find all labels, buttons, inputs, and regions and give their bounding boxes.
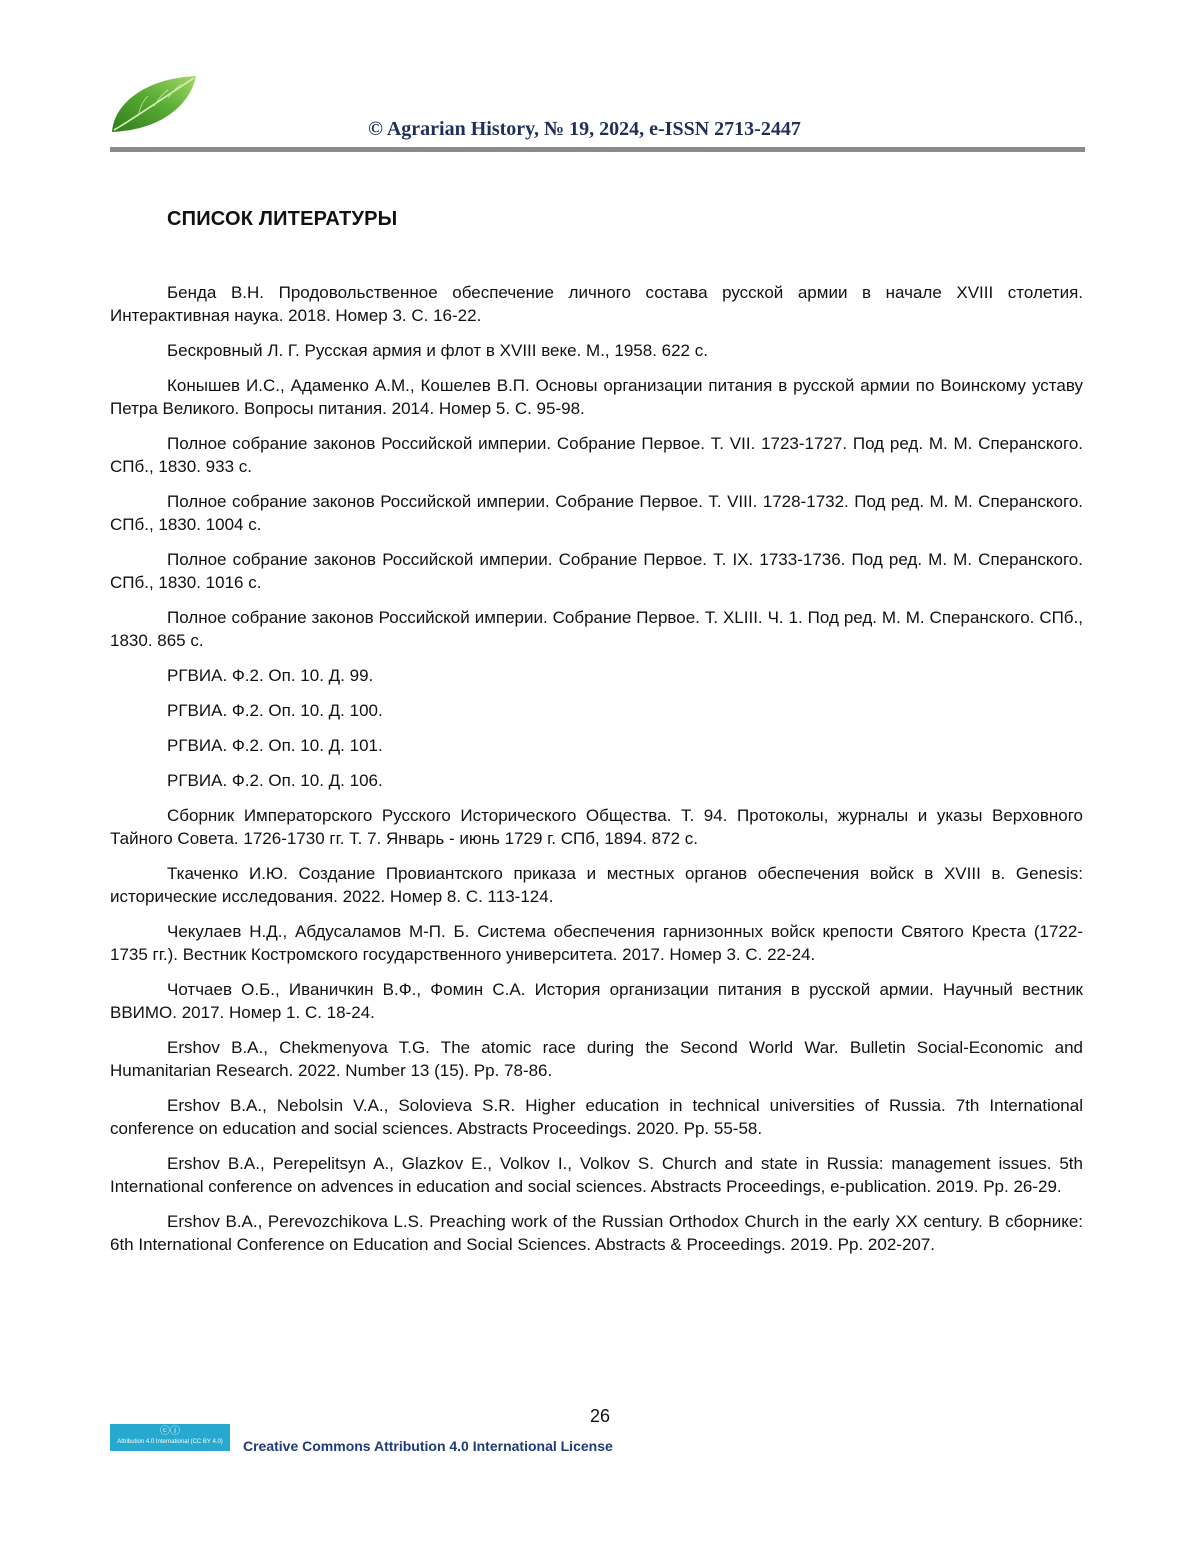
- reference-item: Чекулаев Н.Д., Абдусаламов М-П. Б. Система обеспечения гарнизонных войск крепости Святого Креста (1722-1735 гг.). Вестник Костромского государственного университета. 2017. Номер 3. С. 22-24.: [110, 922, 1083, 964]
- reference-item: Полное собрание законов Российской империи. Собрание Первое. Т. XLIII. Ч. 1. Под ред. М. М. Сперанского. СПб., 1830. 865 с.: [110, 608, 1083, 650]
- cc-license-badge[interactable]: [110, 1424, 230, 1451]
- reference-item: Сборник Императорского Русского Исторического Общества. Т. 94. Протоколы, журналы и указы Верховного Тайного Совета. 1726-1730 гг. Т. 7. Январь - июнь 1729 г. СПб, 1894. 872 с.: [110, 806, 1083, 848]
- section-title: СПИСОК ЛИТЕРАТУРЫ: [167, 208, 398, 230]
- reference-item: РГВИА. Ф.2. Оп. 10. Д. 100.: [167, 701, 383, 720]
- reference-item: Конышев И.С., Адаменко А.М., Кошелев В.П. Основы организации питания в русской армии по Воинскому уставу Петра Великого. Вопросы питания. 2014. Номер 5. С. 95-98.: [110, 376, 1083, 418]
- reference-item: Полное собрание законов Российской империи. Собрание Первое. Т. VIII. 1728-1732. Под ред. М. М. Сперанского. СПб., 1830. 1004 с.: [110, 492, 1083, 534]
- reference-item: Ershov B.A., Chekmenyova T.G. The atomic race during the Second World War. Bulletin Social-Economic and Humanitarian Research. 2022. Number 13 (15). Pp. 78-86.: [110, 1038, 1083, 1080]
- reference-item: РГВИА. Ф.2. Оп. 10. Д. 106.: [167, 771, 383, 790]
- reference-item: РГВИА. Ф.2. Оп. 10. Д. 101.: [167, 736, 383, 755]
- page-number: 26: [589, 1406, 611, 1426]
- leaf-logo-icon: [108, 72, 200, 136]
- reference-item: Полное собрание законов Российской империи. Собрание Первое. Т. VII. 1723-1727. Под ред. М. М. Сперанского. СПб., 1830. 933 с.: [110, 434, 1083, 476]
- reference-item: Чотчаев О.Б., Иваничкин В.Ф., Фомин С.А. История организации питания в русской армии. Научный вестник ВВИМО. 2017. Номер 1. С. 18-24.: [110, 980, 1083, 1022]
- reference-list: [110, 281, 1083, 1268]
- reference-item: Бескровный Л. Г. Русская армия и флот в XVIII веке. М., 1958. 622 с.: [167, 341, 708, 360]
- reference-item: РГВИА. Ф.2. Оп. 10. Д. 99.: [167, 666, 374, 685]
- reference-item: Ershov B.A., Perevozchikova L.S. Preaching work of the Russian Orthodox Church in the early XX century. В сборнике: 6th International Conference on Education and Social Sciences. Abstracts & Proceedings. 2019. Pp. 202-207.: [110, 1212, 1083, 1254]
- cc-by-icon: ⓒⓘ: [160, 1426, 180, 1437]
- reference-item: Ershov B.A., Nebolsin V.A., Solovieva S.R. Higher education in technical universities of Russia. 7th International conference on education and social sciences. Abstracts Proceedings. 2020. Pp. 55-58.: [110, 1096, 1083, 1138]
- reference-item: Полное собрание законов Российской империи. Собрание Первое. Т. IX. 1733-1736. Под ред. М. М. Сперанского. СПб., 1830. 1016 с.: [110, 550, 1083, 592]
- license-link[interactable]: Creative Commons Attribution 4.0 International License: [243, 1438, 613, 1454]
- journal-header-title: © Agrarian History, № 19, 2024, e-ISSN 2713-2447: [368, 118, 801, 140]
- reference-item: Бенда В.Н. Продовольственное обеспечение личного состава русской армии в начале XVIII столетия. Интерактивная наука. 2018. Номер 3. С. 16-22.: [110, 283, 1083, 325]
- reference-item: Ткаченко И.Ю. Создание Провиантского приказа и местных органов обеспечения войск в XVIII в. Genesis: исторические исследования. 2022. Номер 8. С. 113-124.: [110, 864, 1083, 906]
- header-divider: [110, 147, 1085, 152]
- cc-badge-text: Attribution 4.0 International (CC BY 4.0): [117, 1439, 223, 1445]
- reference-item: Ershov B.A., Perepelitsyn A., Glazkov E., Volkov I., Volkov S. Church and state in Russia: management issues. 5th International conference on advences in education and social sciences. Abstracts Proceedings, e-publication. 2019. Pp. 26-29.: [110, 1154, 1083, 1196]
